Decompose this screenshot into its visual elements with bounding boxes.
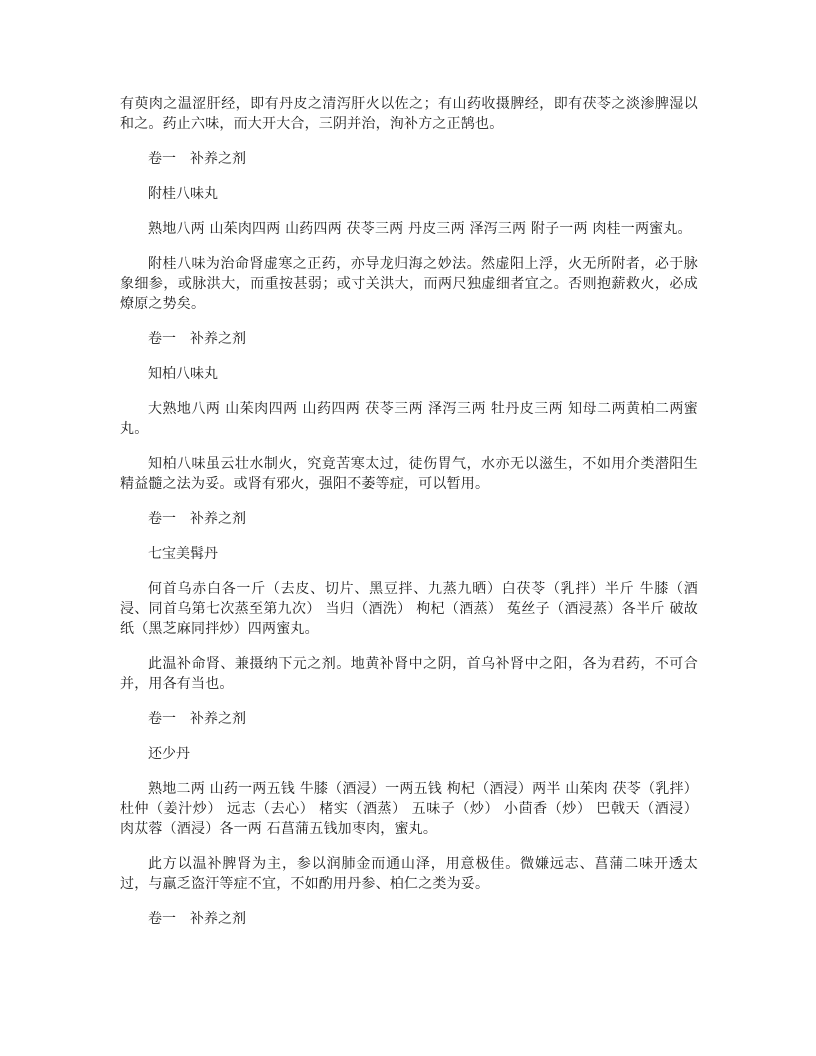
paragraph: 此方以温补脾肾为主，参以润肺金而通山泽，用意极佳。微嫌远志、菖蒲二味开透太过，与羸乏盗汗等症不宜，不如酌用丹参、柏仁之类为妥。 (120, 856, 698, 892)
paragraph: 有萸肉之温涩肝经，即有丹皮之清泻肝火以佐之；有山药收摄脾经，即有茯苓之淡渗脾湿以和之。药止六味，而大开大合，三阴并治，洵补方之正鹄也。 (120, 96, 698, 132)
section-heading: 卷一 补养之剂 (148, 331, 246, 347)
formula-title: 附桂八味丸 (148, 186, 218, 202)
formula-title: 七宝美髯丹 (148, 546, 218, 562)
formula-ingredients: 熟地八两 山茱肉四两 山药四两 茯苓三两 丹皮三两 泽泻三两 附子一两 肉桂一两蜜丸。 (148, 221, 692, 237)
formula-ingredients: 熟地二两 山药一两五钱 牛膝（酒浸）一两五钱 枸杞（酒浸）两半 山茱肉 茯苓（乳拌）杜仲（姜汁炒） 远志（去心） 楮实（酒蒸） 五味子（炒） 小茴香（炒） 巴戟天（酒浸） 肉苁蓉（酒浸）各一两 石菖蒲五钱加枣肉，蜜丸。 (120, 781, 698, 837)
formula-title: 知柏八味丸 (148, 366, 218, 382)
formula-ingredients: 何首乌赤白各一斤（去皮、切片、黑豆拌、九蒸九晒）白茯苓（乳拌）半斤 牛膝（酒浸、同首乌第七次蒸至第九次） 当归（酒洗） 枸杞（酒蒸） 菟丝子（酒浸蒸）各半斤 破故纸（黑芝麻同拌炒）四两蜜丸。 (120, 581, 698, 637)
section-heading: 卷一 补养之剂 (148, 511, 246, 527)
document-page (120, 94, 698, 944)
section-heading: 卷一 补养之剂 (148, 711, 246, 727)
section-heading: 卷一 补养之剂 (148, 911, 246, 927)
section-heading: 卷一 补养之剂 (148, 151, 246, 167)
formula-title: 还少丹 (148, 746, 190, 762)
paragraph: 附桂八味为治命肾虚寒之正药，亦导龙归海之妙法。然虚阳上浮，火无所附者，必于脉象细参，或脉洪大，而重按甚弱；或寸关洪大，而两尺独虚细者宜之。否则抱薪救火，必成燎原之势矣。 (120, 256, 698, 312)
formula-ingredients: 大熟地八两 山茱肉四两 山药四两 茯苓三两 泽泻三两 牡丹皮三两 知母二两黄柏二两蜜丸。 (120, 401, 698, 437)
paragraph: 此温补命肾、兼摄纳下元之剂。地黄补肾中之阴，首乌补肾中之阳，各为君药，不可合并，用各有当也。 (120, 656, 698, 692)
paragraph: 知柏八味虽云壮水制火，究竟苦寒太过，徒伤胃气，水亦无以滋生，不如用介类潜阳生精益髓之法为妥。或肾有邪火，强阳不萎等症，可以暂用。 (120, 456, 698, 492)
